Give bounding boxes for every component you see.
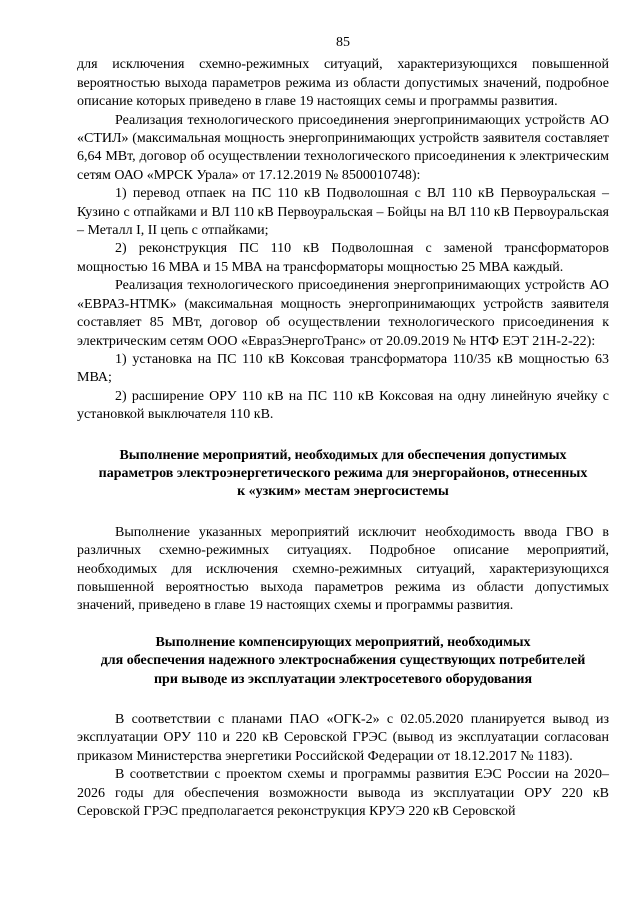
list-item: 2) реконструкция ПС 110 кВ Подволошная с заменой трансформаторов мощностью 16 МВА и 15 МВА на трансформаторы мощностью 25 МВА каждый. xyxy=(77,241,609,275)
section-heading xyxy=(77,634,609,689)
list-item: 1) перевод отпаек на ПС 110 кВ Подволошная с ВЛ 110 кВ Первоуральская – Кузино с отпайками и ВЛ 110 кВ Первоуральская – Бойцы на ВЛ 110 кВ Первоуральская – Металл I, II цепь с отпайками; xyxy=(77,186,609,239)
heading-line: параметров электроэнергетического режима для энергорайонов, отнесенных xyxy=(98,465,588,481)
heading-line: Выполнение мероприятий, необходимых для обеспечения допустимых xyxy=(119,447,567,463)
heading-line: к «узким» местам энергосистемы xyxy=(237,484,449,500)
page-number: 85 xyxy=(336,35,350,50)
document-page xyxy=(77,34,609,821)
paragraph: для исключения схемно-режимных ситуаций, характеризующихся повышенной вероятностью выхода параметров режима из области допустимых значений, подробное описание которых приведено в главе 19 настоящих семы и программы развития. xyxy=(77,57,609,110)
paragraph: В соответствии с планами ПАО «ОГК-2» с 02.05.2020 планируется вывод из эксплуатации ОРУ 110 и 220 кВ Серовской ГРЭС (вывод из эксплуатации согласован приказом Министерства энергетики Российской Федерации от 18.12.2017 № 1183). xyxy=(77,712,609,764)
list-item: 1) установка на ПС 110 кВ Коксовая трансформатора 110/35 кВ мощностью 63 МВА; xyxy=(77,351,609,386)
paragraph: Реализация технологического присоединения энергопринимающих устройств АО «СТИЛ» (максимальная мощность энергопринимающих устройств заявителя составляет 6,64 МВт, договор об осуществлении технологического присоединения к электрическим сетям ОАО «МРСК Урала» от 17.12.2019 № 8500010748): xyxy=(77,112,609,183)
paragraph: В соответствии с проектом схемы и программы развития ЕЭС России на 2020–2026 годы для обеспечения возможности вывода из эксплуатации ОРУ 220 кВ Серовской ГРЭС предполагается реконструкция КРУЭ 220 кВ Серовской xyxy=(77,767,609,820)
heading-line: при выводе из эксплуатации электросетевого оборудования xyxy=(153,671,533,687)
list-item: 2) расширение ОРУ 110 кВ на ПС 110 кВ Коксовая на одну линейную ячейку с установкой выключателя 110 кВ. xyxy=(77,388,609,423)
paragraph: Выполнение указанных мероприятий исключит необходимость ввода ГВО в различных схемно-режимных ситуациях. Подробное описание мероприятий, необходимых для исключения схемно-режимных ситуаций, характеризующихся повышенной вероятностью выхода параметров режима из области допустимых значений, приведено в главе 19 настоящих схемы и программы развития. xyxy=(77,524,609,614)
paragraph: Реализация технологического присоединения энергопринимающих устройств АО «ЕВРАЗ-НТМК» (максимальная мощность энергопринимающих устройств заявителя составляет 85 МВт, договор об осуществлении технологического присоединения к электрическим сетям ООО «ЕвразЭнергоТранс» от 20.09.2019 № НТФ ЕЭТ 21Н-2-22): xyxy=(77,278,609,349)
section-heading xyxy=(77,447,609,502)
heading-line: для обеспечения надежного электроснабжения существующих потребителей xyxy=(100,653,586,669)
heading-line: Выполнение компенсирующих мероприятий, необходимых xyxy=(155,634,531,650)
